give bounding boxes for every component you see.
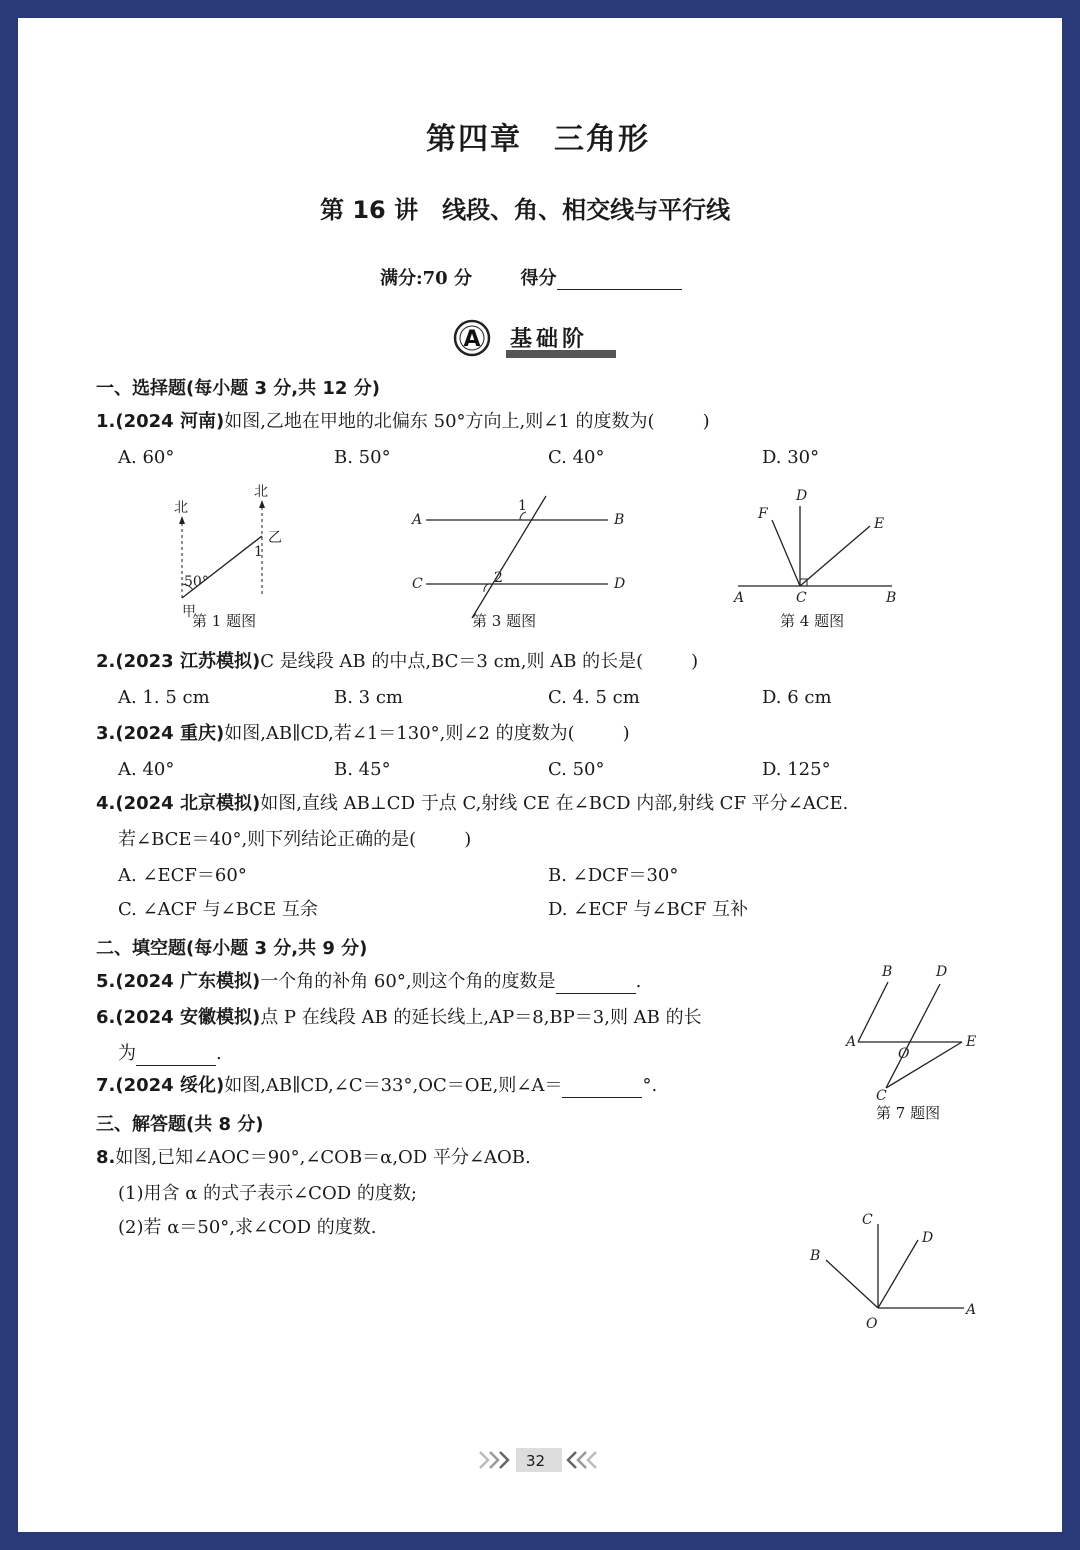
fig7-O: O xyxy=(898,1046,910,1062)
fig7-E: E xyxy=(966,1034,977,1050)
figure-4-caption: 第 4 题图 xyxy=(780,612,845,630)
fig8-B: B xyxy=(810,1248,821,1264)
section-fill: 二、填空题(每小题 3 分,共 9 分) xyxy=(96,938,368,959)
figure-4 xyxy=(730,484,920,604)
fig4-E: E xyxy=(874,516,885,532)
figure-8 xyxy=(802,1204,982,1334)
north-label-2: 北 xyxy=(254,484,268,500)
question-4: 4.(2024 北京模拟)如图,直线 AB⊥CD 于点 C,射线 CE 在∠BCD 内部,射线 CF 平分∠ACE. xyxy=(96,793,849,814)
fig8-C: C xyxy=(862,1212,873,1228)
answer-blank-6[interactable] xyxy=(136,1047,216,1066)
level-letter: A xyxy=(463,327,481,352)
angle-50-label: 50° xyxy=(184,574,209,590)
figure-3 xyxy=(398,488,648,618)
page-number: 32 xyxy=(526,1452,546,1470)
page xyxy=(18,18,1062,1532)
q2-option-d[interactable]: D. 6 cm xyxy=(762,687,832,708)
question-1: 1.(2024 河南)如图,乙地在甲地的北偏东 50°方向上,则∠1 的度数为( ) xyxy=(96,411,710,432)
q1-option-c[interactable]: C. 40° xyxy=(548,447,605,468)
fig4-D: D xyxy=(796,488,808,504)
fig4-F: F xyxy=(758,506,768,522)
q2-option-c[interactable]: C. 4. 5 cm xyxy=(548,687,640,708)
q2-option-a[interactable]: A. 1. 5 cm xyxy=(118,687,210,708)
q1-option-d[interactable]: D. 30° xyxy=(762,447,820,468)
fig7-A: A xyxy=(846,1034,857,1050)
question-6: 6.(2024 安徽模拟)点 P 在线段 AB 的延长线上,AP＝8,BP＝3,则 AB 的长 xyxy=(96,1007,702,1028)
fig8-D: D xyxy=(922,1230,934,1246)
question-8-part1: (1)用含 α 的式子表示∠COD 的度数; xyxy=(118,1183,417,1204)
figure-7-caption: 第 7 题图 xyxy=(876,1104,941,1122)
figure-1 xyxy=(158,478,308,628)
q4-option-b[interactable]: B. ∠DCF＝30° xyxy=(548,865,679,886)
figure-3-caption: 第 3 题图 xyxy=(472,612,537,630)
q4-option-a[interactable]: A. ∠ECF＝60° xyxy=(118,865,247,886)
score-blank[interactable] xyxy=(557,271,682,290)
question-4-line2: 若∠BCE＝40°,则下列结论正确的是( ) xyxy=(118,829,472,850)
full-score: 满分:70 分 xyxy=(380,268,472,289)
question-8: 8.如图,已知∠AOC＝90°,∠COB＝α,OD 平分∠AOB. xyxy=(96,1147,531,1168)
answer-blank-7[interactable] xyxy=(562,1079,642,1098)
fig3-A: A xyxy=(412,512,423,528)
question-3: 3.(2024 重庆)如图,AB∥CD,若∠1＝130°,则∠2 的度数为( ) xyxy=(96,723,630,744)
question-6-line2: 为 . xyxy=(118,1043,222,1064)
lecture-title: 第 16 讲 线段、角、相交线与平行线 xyxy=(320,196,731,224)
fig3-angle-2: 2 xyxy=(494,570,503,586)
q3-option-b[interactable]: B. 45° xyxy=(334,759,391,780)
fig4-C: C xyxy=(796,590,807,604)
q3-option-a[interactable]: A. 40° xyxy=(118,759,175,780)
figure-1-caption: 第 1 题图 xyxy=(192,612,257,630)
q3-option-c[interactable]: C. 50° xyxy=(548,759,605,780)
fig4-A: A xyxy=(734,590,745,604)
section-answer: 三、解答题(共 8 分) xyxy=(96,1114,264,1135)
score-label: 得分 xyxy=(520,268,557,289)
fig7-C: C xyxy=(876,1088,887,1102)
fig8-O: O xyxy=(866,1316,878,1332)
answer-blank-5[interactable] xyxy=(556,975,636,994)
north-label-1: 北 xyxy=(174,500,188,516)
angle-1-label: 1 xyxy=(254,544,263,560)
q4-option-d[interactable]: D. ∠ECF 与∠BCF 互补 xyxy=(548,899,749,920)
q1-option-b[interactable]: B. 50° xyxy=(334,447,391,468)
level-badge xyxy=(450,318,630,364)
fig8-A: A xyxy=(966,1302,977,1318)
fig7-D: D xyxy=(936,964,948,980)
q2-option-b[interactable]: B. 3 cm xyxy=(334,687,403,708)
question-2: 2.(2023 江苏模拟)C 是线段 AB 的中点,BC＝3 cm,则 AB 的长是( ) xyxy=(96,651,699,672)
fig3-B: B xyxy=(614,512,625,528)
fig3-angle-1: 1 xyxy=(518,498,527,514)
fig4-B: B xyxy=(886,590,897,604)
fig3-C: C xyxy=(412,576,423,592)
figure-7 xyxy=(840,962,990,1102)
level-name: 基础阶 xyxy=(510,327,589,352)
fig7-B: B xyxy=(882,964,893,980)
jia-label: 甲 xyxy=(182,604,196,620)
score-line xyxy=(380,264,682,290)
question-7: 7.(2024 绥化)如图,AB∥CD,∠C＝33°,OC＝OE,则∠A＝ °. xyxy=(96,1075,658,1096)
question-5: 5.(2024 广东模拟)一个角的补角 60°,则这个角的度数是 . xyxy=(96,971,642,992)
section-choice: 一、选择题(每小题 3 分,共 12 分) xyxy=(96,378,380,399)
q1-option-a[interactable]: A. 60° xyxy=(118,447,175,468)
q3-option-d[interactable]: D. 125° xyxy=(762,759,831,780)
yi-label: 乙 xyxy=(268,530,282,546)
question-8-part2: (2)若 α＝50°,求∠COD 的度数. xyxy=(118,1217,377,1238)
fig3-D: D xyxy=(614,576,626,592)
chapter-title: 第四章 三角形 xyxy=(426,122,650,157)
q4-option-c[interactable]: C. ∠ACF 与∠BCE 互余 xyxy=(118,899,318,920)
